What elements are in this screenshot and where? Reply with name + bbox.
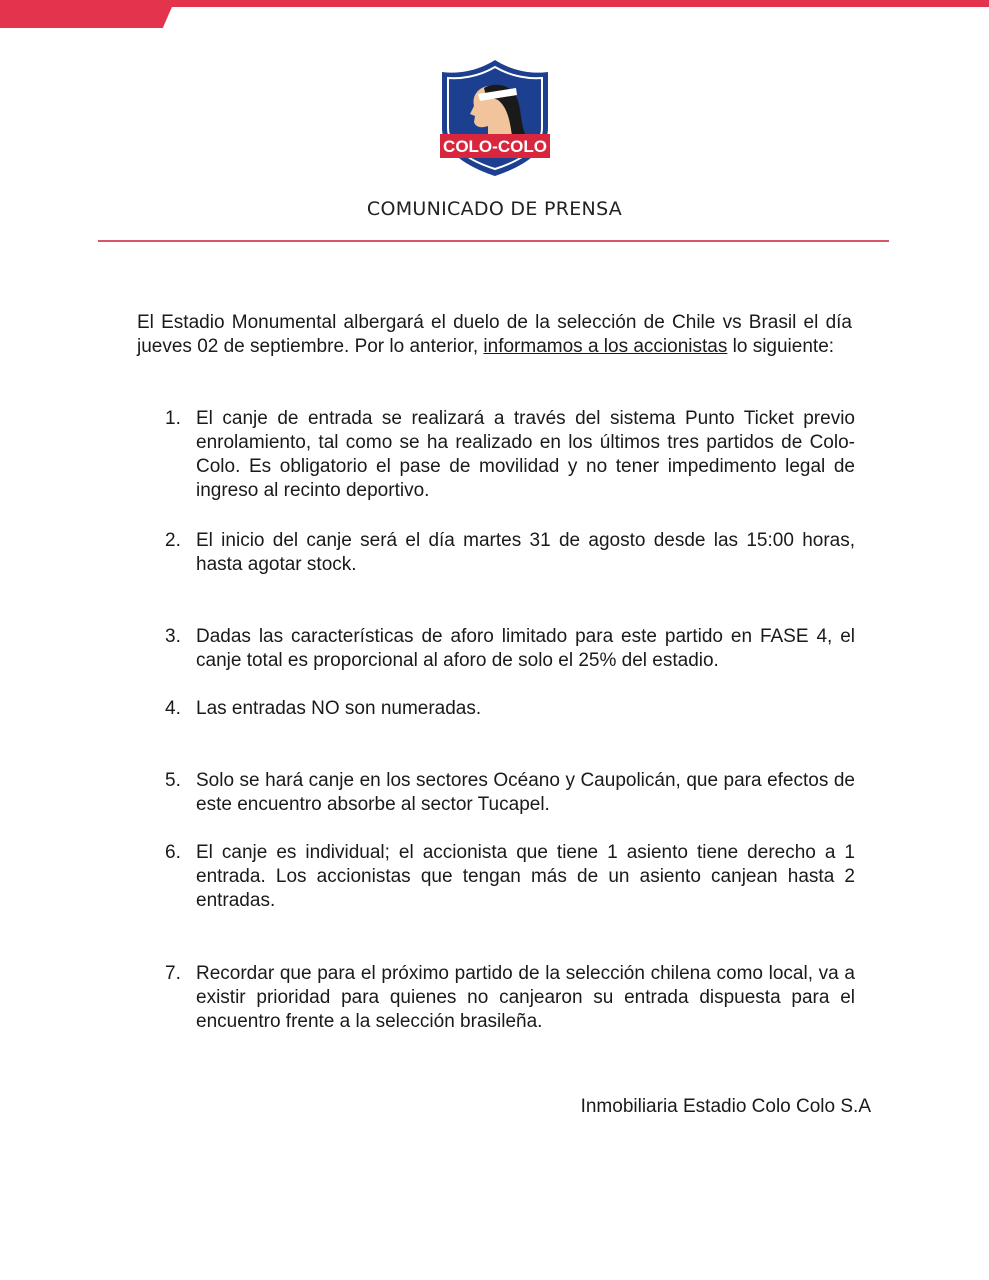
list-item-number: 4. — [165, 698, 181, 719]
list-item-number: 5. — [165, 770, 181, 791]
logo-text: COLO-COLO — [443, 137, 547, 156]
list-item-number: 2. — [165, 530, 181, 551]
header-accent-block — [0, 0, 175, 28]
list-item — [165, 962, 855, 1034]
title-divider — [98, 240, 889, 242]
list-item-text: El canje es individual; el accionista que tiene 1 asiento tiene derecho a 1 entrada. Los accionistas que tengan más de un asiento canjean hasta 2 entradas. — [196, 842, 855, 911]
intro-text-1: El Estadio Monumental albergará el duelo de la selección de Chile vs Brasil el día jueves 02 de septiembre. Por lo anterior, — [137, 312, 852, 357]
signature: Inmobiliaria Estadio Colo Colo S.A — [580, 1096, 871, 1117]
list-item-text: Solo se hará canje en los sectores Océano y Caupolicán, que para efectos de este encuentro absorbe al sector Tucapel. — [196, 770, 855, 815]
list-item-text: El canje de entrada se realizará a través del sistema Punto Ticket previo enrolamiento, tal como se ha realizado en los últimos tres partidos de Colo-Colo. Es obligatorio el pase de movilidad y no tener impedimento legal de ingreso al recinto deportivo. — [196, 408, 855, 501]
list-item — [165, 625, 855, 673]
list-item-number: 7. — [165, 963, 181, 984]
list-item — [165, 529, 855, 577]
intro-paragraph — [137, 311, 852, 359]
intro-text-2: lo siguiente: — [727, 336, 835, 357]
list-item-number: 3. — [165, 626, 181, 647]
list-item — [165, 841, 855, 913]
page-title: COMUNICADO DE PRENSA — [366, 198, 623, 220]
list-item-text: Recordar que para el próximo partido de la selección chilena como local, va a existir prioridad para quienes no canjearon su entrada dispuesta para el encuentro frente a la selección brasileña. — [196, 963, 855, 1032]
list-item — [165, 407, 855, 503]
list-item — [165, 769, 855, 817]
list-item — [165, 697, 855, 721]
colo-colo-logo — [436, 58, 554, 178]
list-item-text: Dadas las características de aforo limitado para este partido en FASE 4, el canje total es proporcional al aforo de solo el 25% del estadio. — [196, 626, 855, 671]
list-item-text: Las entradas NO son numeradas. — [196, 698, 482, 719]
list-item-number: 6. — [165, 842, 181, 863]
list-item-number: 1. — [165, 408, 181, 429]
list-item-text: El inicio del canje será el día martes 31 de agosto desde las 15:00 horas, hasta agotar stock. — [196, 530, 855, 575]
intro-underlined: informamos a los accionistas — [483, 336, 728, 357]
